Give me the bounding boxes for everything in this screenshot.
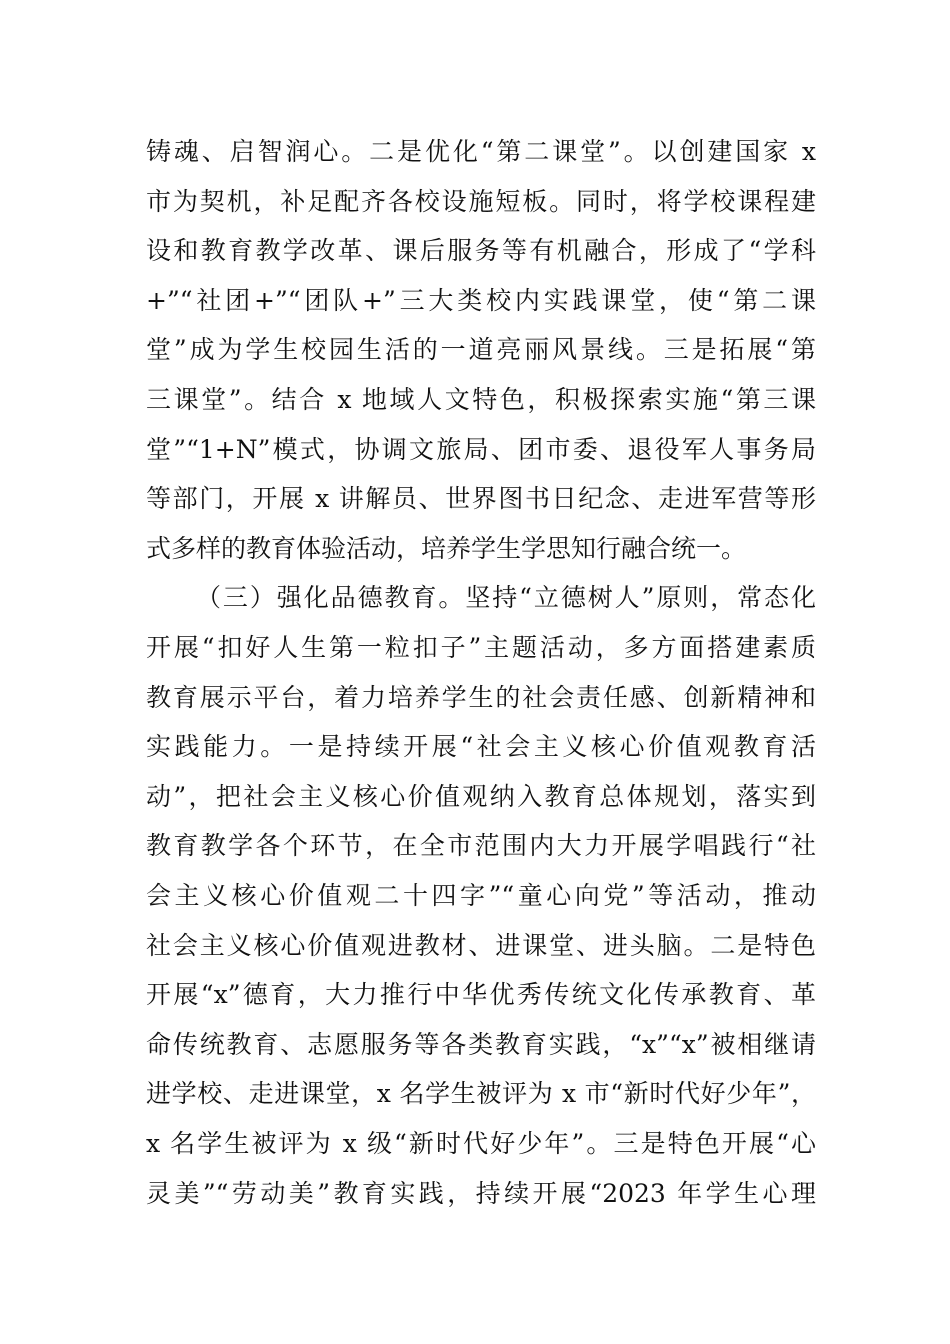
text-line: 开展“x”德育，大力推行中华优秀传统文化传承教育、革 [146,980,816,1009]
text-line: 堂”“1+N”模式，协调文旅局、团市委、退役军人事务局 [146,435,816,464]
text-line: 灵美”“劳动美”教育实践，持续开展“2023 年学生心理 [146,1179,816,1208]
text-line: 社会主义核心价值观进教材、进课堂、进头脑。二是特色 [146,931,816,960]
text-line: 等部门，开展 x 讲解员、世界图书日纪念、走进军营等形 [146,484,816,513]
text-line: 三课堂”。结合 x 地域人文特色，积极探索实施“第三课 [146,385,816,414]
text-line: 教育展示平台，着力培养学生的社会责任感、创新精神和 [146,683,816,712]
text-line: （三）强化品德教育。坚持“立德树人”原则，常态化 [196,583,816,612]
text-line: 进学校、走进课堂，x 名学生被评为 x 市“新时代好少年”， [146,1079,816,1108]
text-line: 动”，把社会主义核心价值观纳入教育总体规划，落实到 [146,782,816,811]
text-line: 铸魂、启智润心。二是优化“第二课堂”。以创建国家 x [146,137,816,166]
text-line: 式多样的教育体验活动，培养学生学思知行融合统一。 [146,534,747,563]
text-line: x 名学生被评为 x 级“新时代好少年”。三是特色开展“心 [146,1129,816,1158]
text-line: 堂”成为学生校园生活的一道亮丽风景线。三是拓展“第 [146,335,816,364]
text-line: +”“社团+”“团队+”三大类校内实践课堂，使“第二课 [146,286,816,315]
text-line: 开展“扣好人生第一粒扣子”主题活动，多方面搭建素质 [146,633,816,662]
text-line: 教育教学各个环节，在全市范围内大力开展学唱践行“社 [146,831,816,860]
text-line: 命传统教育、志愿服务等各类教育实践，“x”“x”被相继请 [146,1030,816,1059]
text-line: 会主义核心价值观二十四字”“童心向党”等活动，推动 [146,881,816,910]
text-line: 实践能力。一是持续开展“社会主义核心价值观教育活 [146,732,816,761]
text-line: 市为契机，补足配齐各校设施短板。同时，将学校课程建 [146,187,816,216]
text-line: 设和教育教学改革、课后服务等有机融合，形成了“学科 [146,236,816,265]
